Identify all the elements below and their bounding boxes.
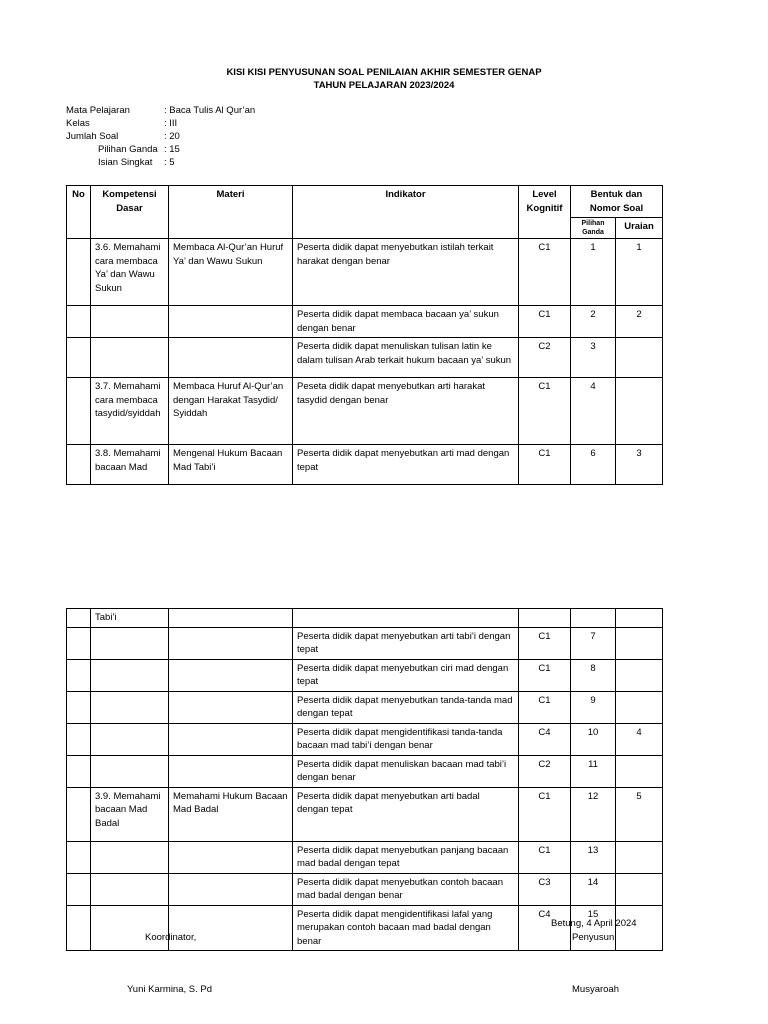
cell-level-kognitif: C1 — [519, 306, 571, 338]
cell-no — [67, 691, 91, 723]
table-row — [67, 378, 663, 445]
cell-kompetensi-dasar — [91, 627, 169, 659]
table-row — [67, 445, 663, 485]
cell-pilihan-ganda: 11 — [571, 755, 616, 787]
cell-kompetensi-dasar: 3.7. Memahami cara membaca tasydid/syiddah — [91, 378, 169, 445]
cell-indikator: Peserta didik dapat mengidentifikasi lafal yang merupakan contoh bacaan mad badal dengan benar — [293, 905, 519, 951]
cell-uraian — [616, 627, 663, 659]
cell-pilihan-ganda: 13 — [571, 841, 616, 873]
table-row — [67, 873, 663, 905]
cell-materi — [169, 691, 293, 723]
kisi-kisi-table — [66, 185, 663, 485]
cell-indikator — [293, 609, 519, 628]
cell-pilihan-ganda: 15 — [571, 905, 616, 951]
cell-no — [67, 787, 91, 841]
cell-level-kognitif: C2 — [519, 755, 571, 787]
mapel-label: Mata Pelajaran — [66, 105, 130, 116]
mapel-value: : Baca Tulis Al Qur’an — [164, 105, 256, 116]
cell-pilihan-ganda — [571, 609, 616, 628]
header-materi: Materi — [169, 186, 293, 239]
cell-uraian — [616, 873, 663, 905]
cell-level-kognitif: C1 — [519, 378, 571, 445]
table-row — [67, 338, 663, 378]
cell-materi — [169, 723, 293, 755]
table-row — [67, 691, 663, 723]
cell-level-kognitif: C4 — [519, 905, 571, 951]
cell-level-kognitif: C1 — [519, 627, 571, 659]
table-row — [67, 609, 663, 628]
cell-level-kognitif: C1 — [519, 691, 571, 723]
cell-indikator: Peserta didik dapat menyebutkan ciri mad dengan tepat — [293, 659, 519, 691]
cell-materi — [169, 659, 293, 691]
pilihan-ganda-value: : 15 — [164, 144, 180, 155]
place-date: Betung, 4 April 2024 — [551, 918, 637, 929]
cell-no — [67, 873, 91, 905]
cell-pilihan-ganda: 6 — [571, 445, 616, 485]
cell-indikator: Peseta didik dapat menyebutkan arti harakat tasydid dengan benar — [293, 378, 519, 445]
cell-no — [67, 239, 91, 306]
cell-uraian — [616, 338, 663, 378]
cell-materi: Memahami Hukum Bacaan Mad Badal — [169, 787, 293, 841]
kelas-label: Kelas — [66, 118, 90, 129]
kelas-value: : III — [164, 118, 178, 129]
cell-level-kognitif: C1 — [519, 659, 571, 691]
cell-no — [67, 445, 91, 485]
cell-pilihan-ganda: 10 — [571, 723, 616, 755]
header-level-kognitif: Level Kognitif — [519, 186, 571, 239]
cell-uraian: 4 — [616, 723, 663, 755]
cell-no — [67, 841, 91, 873]
cell-no — [67, 627, 91, 659]
cell-level-kognitif: C3 — [519, 873, 571, 905]
cell-pilihan-ganda: 3 — [571, 338, 616, 378]
table-row — [67, 723, 663, 755]
cell-indikator: Peserta didik dapat menuliskan tulisan latin ke dalam tulisan Arab terkait hukum bacaan ya’ sukun — [293, 338, 519, 378]
cell-materi — [169, 306, 293, 338]
cell-pilihan-ganda: 4 — [571, 378, 616, 445]
cell-uraian — [616, 659, 663, 691]
table-row — [67, 659, 663, 691]
cell-uraian — [616, 841, 663, 873]
cell-pilihan-ganda: 8 — [571, 659, 616, 691]
header-pilihan-ganda: Pilihan Ganda — [571, 218, 616, 239]
cell-no — [67, 723, 91, 755]
cell-no — [67, 338, 91, 378]
cell-kompetensi-dasar — [91, 841, 169, 873]
cell-kompetensi-dasar: 3.9. Memahami bacaan Mad Badal — [91, 787, 169, 841]
cell-level-kognitif — [519, 609, 571, 628]
cell-uraian — [616, 755, 663, 787]
cell-materi — [169, 873, 293, 905]
meta-info — [66, 105, 366, 175]
cell-indikator: Peserta didik dapat menyebutkan tanda-tanda mad dengan tepat — [293, 691, 519, 723]
cell-level-kognitif: C2 — [519, 338, 571, 378]
cell-pilihan-ganda: 1 — [571, 239, 616, 306]
cell-no — [67, 659, 91, 691]
cell-no — [67, 905, 91, 951]
jumlah-soal-label: Jumlah Soal — [66, 131, 119, 142]
cell-uraian: 2 — [616, 306, 663, 338]
cell-level-kognitif: C1 — [519, 787, 571, 841]
cell-indikator: Peserta didik dapat menyebutkan istilah terkait harakat dengan benar — [293, 239, 519, 306]
isian-singkat-value: : 5 — [164, 157, 175, 168]
table-row — [67, 841, 663, 873]
cell-materi: Mengenal Hukum Bacaan Mad Tabi’i — [169, 445, 293, 485]
cell-no — [67, 609, 91, 628]
cell-uraian — [616, 609, 663, 628]
cell-no — [67, 378, 91, 445]
header-no: No — [67, 186, 91, 239]
cell-kompetensi-dasar: Tabi’i — [91, 609, 169, 628]
cell-pilihan-ganda: 9 — [571, 691, 616, 723]
cell-materi — [169, 755, 293, 787]
cell-indikator: Peserta didik dapat menyebutkan contoh bacaan mad badal dengan benar — [293, 873, 519, 905]
table-row — [67, 306, 663, 338]
cell-kompetensi-dasar — [91, 338, 169, 378]
cell-indikator: Peserta didik dapat menyebutkan arti mad dengan tepat — [293, 445, 519, 485]
header-indikator: Indikator — [293, 186, 519, 239]
cell-uraian: 1 — [616, 239, 663, 306]
cell-level-kognitif: C4 — [519, 723, 571, 755]
cell-indikator: Peserta didik dapat menuliskan bacaan mad tabi’i dengan benar — [293, 755, 519, 787]
penyusun-label: Penyusun, — [572, 932, 617, 943]
cell-pilihan-ganda: 7 — [571, 627, 616, 659]
cell-kompetensi-dasar: 3.6. Memahami cara membaca Ya’ dan Wawu Sukun — [91, 239, 169, 306]
cell-indikator: Peserta didik dapat menyebutkan panjang bacaan mad badal dengan tepat — [293, 841, 519, 873]
cell-materi — [169, 905, 293, 951]
penyusun-name: Musyaroah — [572, 984, 619, 995]
cell-materi — [169, 609, 293, 628]
cell-kompetensi-dasar — [91, 755, 169, 787]
jumlah-soal-value: : 20 — [164, 131, 180, 142]
cell-level-kognitif: C1 — [519, 841, 571, 873]
kisi-kisi-table-continued — [66, 608, 663, 951]
cell-kompetensi-dasar — [91, 873, 169, 905]
cell-kompetensi-dasar — [91, 905, 169, 951]
cell-kompetensi-dasar — [91, 691, 169, 723]
koordinator-name: Yuni Karmina, S. Pd — [127, 984, 213, 995]
cell-kompetensi-dasar — [91, 306, 169, 338]
cell-uraian: 3 — [616, 445, 663, 485]
header-uraian: Uraian — [616, 218, 663, 239]
cell-level-kognitif: C1 — [519, 239, 571, 306]
cell-materi: Membaca Al-Qur’an Huruf Ya’ dan Wawu Sukun — [169, 239, 293, 306]
cell-indikator: Peserta didik dapat mengidentifikasi tanda-tanda bacaan mad tabi’i dengan benar — [293, 723, 519, 755]
cell-uraian — [616, 378, 663, 445]
cell-indikator: Peserta didik dapat membaca bacaan ya’ sukun dengan benar — [293, 306, 519, 338]
header-kompetensi-dasar: Kompetensi Dasar — [91, 186, 169, 239]
cell-materi: Membaca Huruf Al-Qur’an dengan Harakat Tasydid/ Syiddah — [169, 378, 293, 445]
cell-pilihan-ganda: 2 — [571, 306, 616, 338]
cell-pilihan-ganda: 12 — [571, 787, 616, 841]
cell-kompetensi-dasar — [91, 723, 169, 755]
cell-level-kognitif: C1 — [519, 445, 571, 485]
cell-pilihan-ganda: 14 — [571, 873, 616, 905]
document-title: KISI KISI PENYUSUNAN SOAL PENILAIAN AKHIR SEMESTER GENAP — [226, 67, 542, 78]
pilihan-ganda-label: Pilihan Ganda — [98, 144, 158, 155]
cell-materi — [169, 841, 293, 873]
cell-uraian — [616, 691, 663, 723]
cell-uraian: 5 — [616, 787, 663, 841]
table-row — [67, 239, 663, 306]
cell-no — [67, 306, 91, 338]
isian-singkat-label: Isian Singkat — [98, 157, 153, 168]
document-subtitle: TAHUN PELAJARAN 2023/2024 — [313, 80, 455, 91]
table-row — [67, 787, 663, 841]
table-row — [67, 627, 663, 659]
koordinator-label: Koordinator, — [145, 932, 197, 943]
cell-no — [67, 755, 91, 787]
cell-kompetensi-dasar: 3.8. Memahami bacaan Mad — [91, 445, 169, 485]
cell-indikator: Peserta didik dapat menyebutkan arti tabi’i dengan tepat — [293, 627, 519, 659]
cell-materi — [169, 338, 293, 378]
cell-kompetensi-dasar — [91, 659, 169, 691]
table-row — [67, 755, 663, 787]
cell-indikator: Peserta didik dapat menyebutkan arti badal dengan tepat — [293, 787, 519, 841]
header-bentuk-nomor-soal: Bentuk dan Nomor Soal — [571, 186, 663, 218]
cell-materi — [169, 627, 293, 659]
